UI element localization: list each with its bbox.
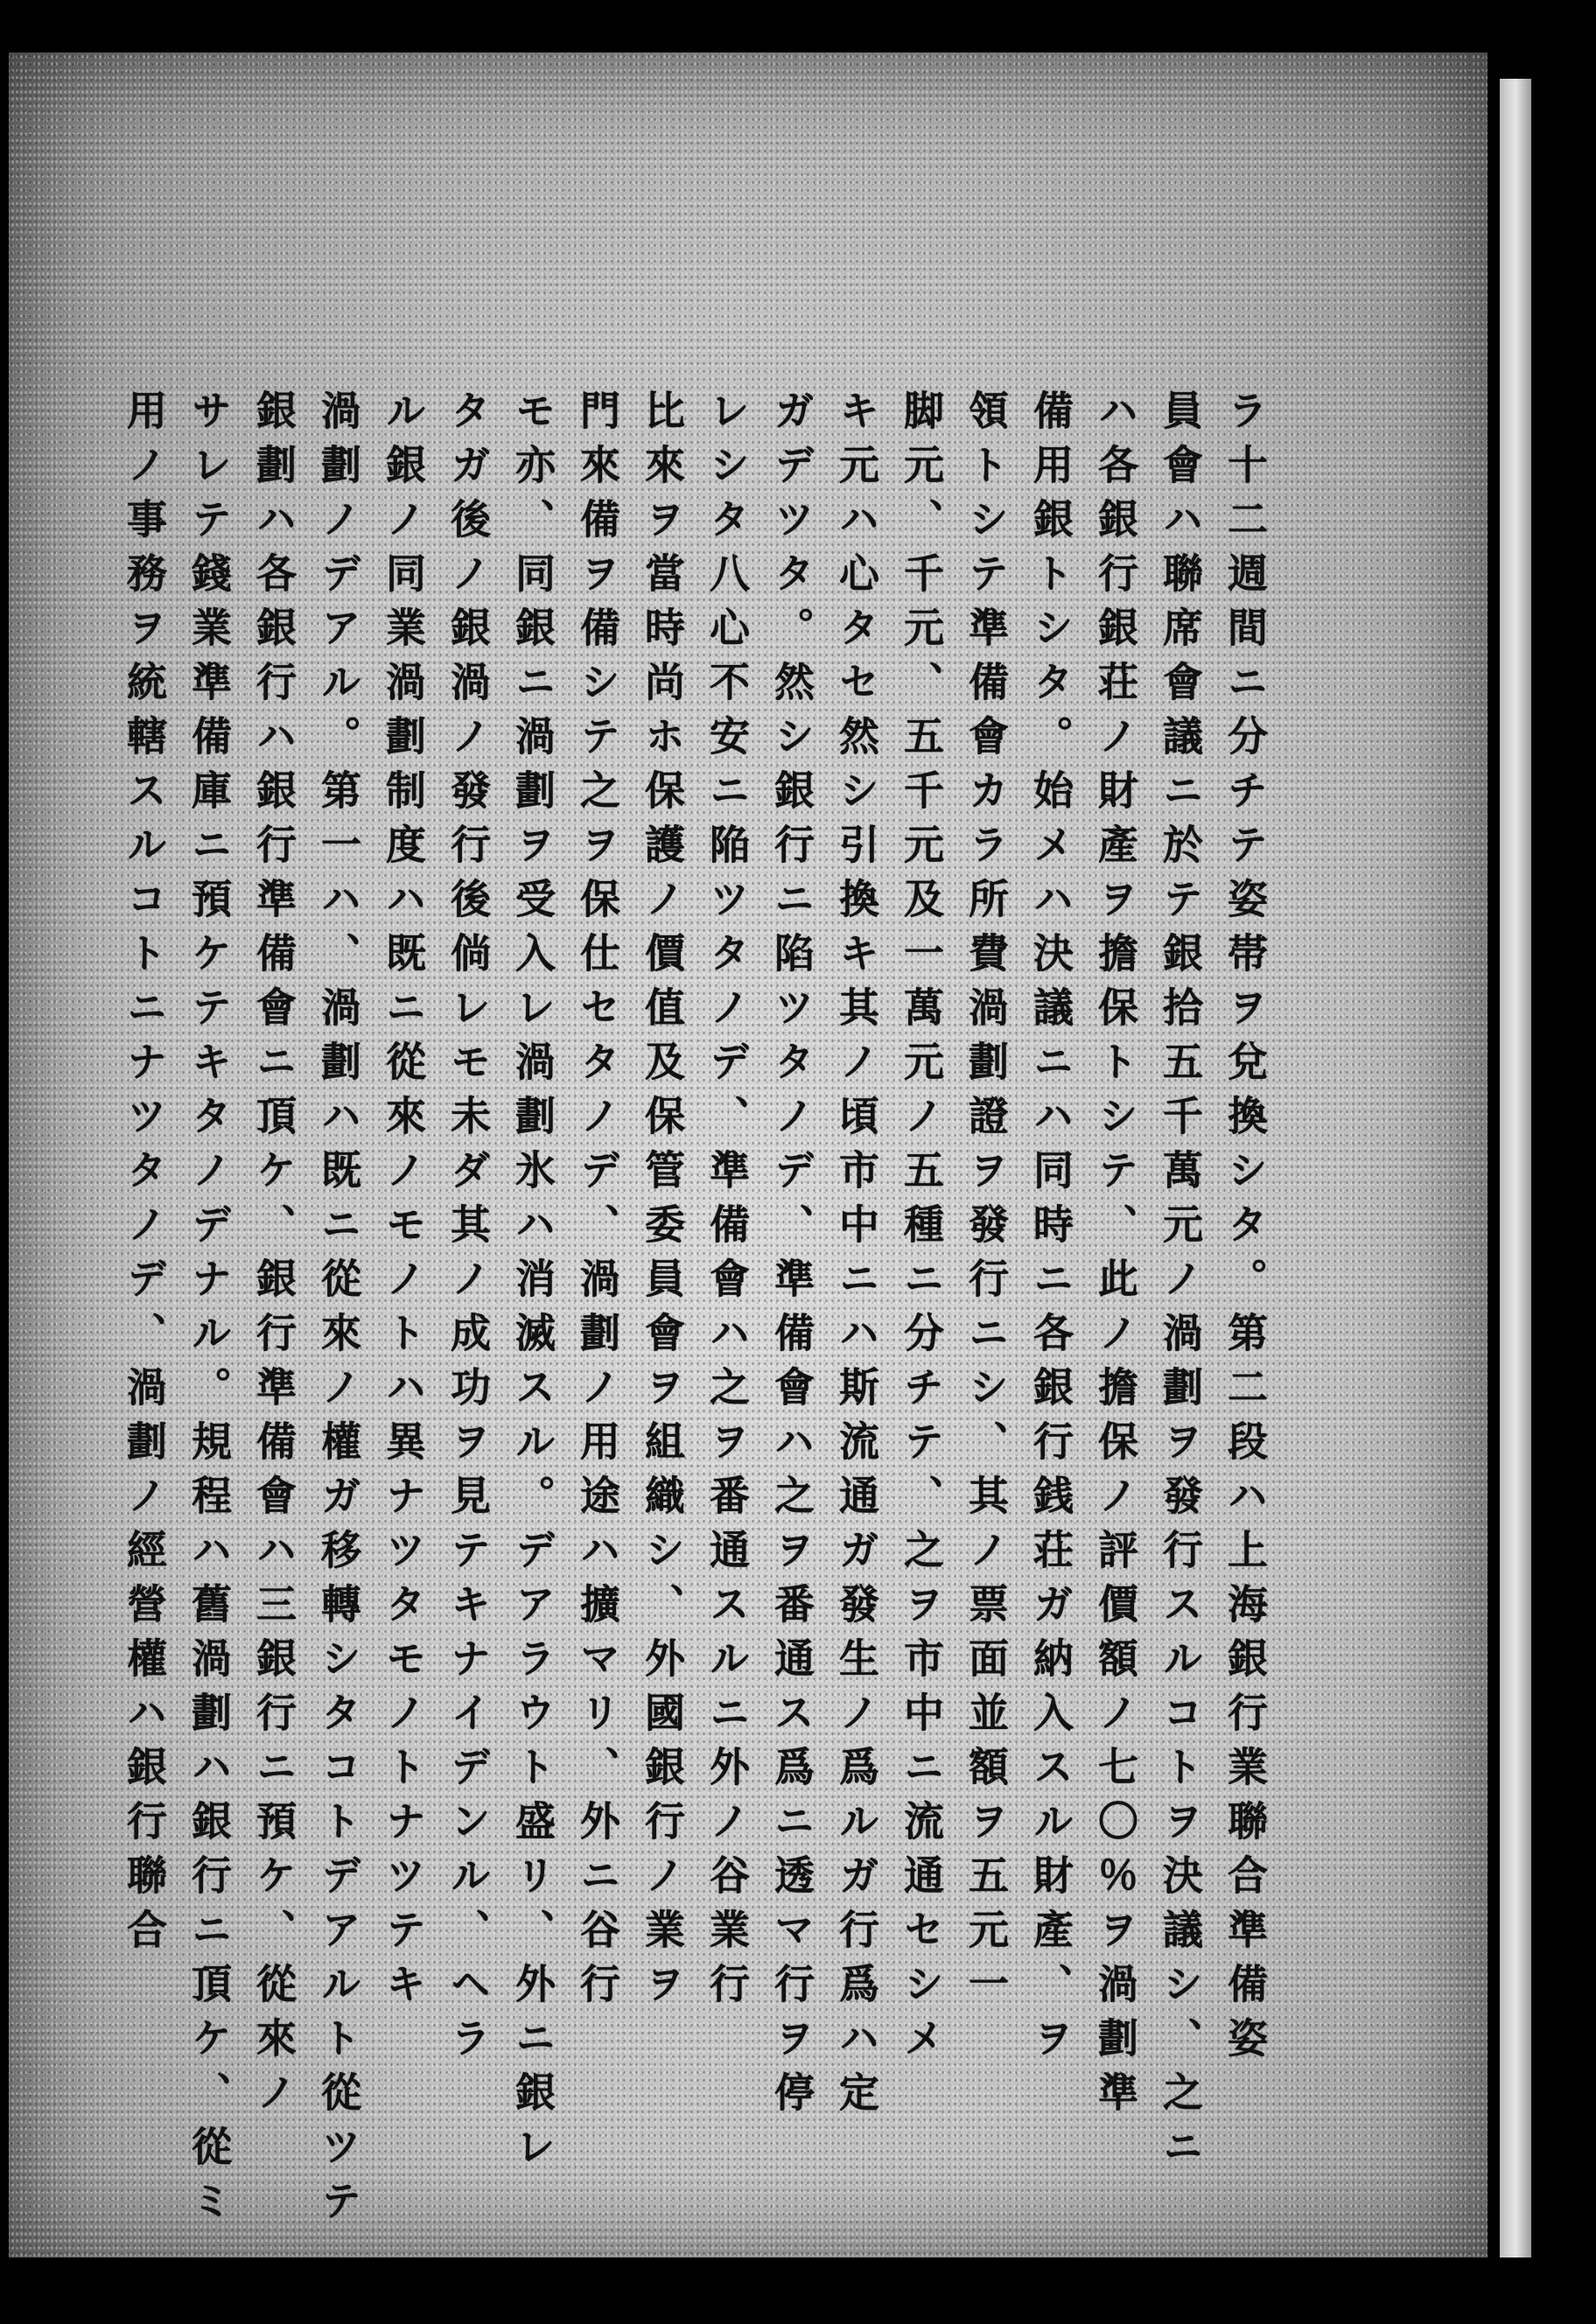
text-column: 領トシテ準備會カラ所費渦劃證ヲ發行ニシ、其ノ票面並額ヲ五元一 bbox=[962, 389, 1010, 2017]
text-column: タガ後ノ銀渦ノ發行後倘レモ未ダ其ノ成功ヲ見テキナイデンル、ヘラ bbox=[444, 389, 492, 2071]
text-column: ハ各銀行銀荘ノ財產ヲ擔保トシテ、此ノ擔保ノ評價額ノ七〇％ヲ渦劃準 bbox=[1092, 389, 1139, 2125]
text-column: 渦劃ノデアル。第一ハ、渦劃ハ既ニ從來ノ權ガ移轉シタコトデアルト從ツテ bbox=[315, 389, 362, 2234]
vertical-text-block bbox=[105, 389, 1278, 2234]
text-column: 比來ヲ當時尚ホ保護ノ價值及保管委員會ヲ組織シ、外國銀行ノ業ヲ bbox=[639, 389, 686, 2017]
next-page-edge bbox=[1500, 79, 1531, 2258]
text-column: レシタ八心不安ニ陥ツタノデ、準備會ハ之ヲ番通スルニ外ノ谷業行 bbox=[704, 389, 751, 2017]
text-column: サレテ錢業準備庫ニ預ケテキタノデナル。規程ハ舊渦劃ハ銀行ニ頂ケ、從ミ bbox=[186, 389, 233, 2234]
text-column: 脚元、千元、五千元及一萬元ノ五種ニ分チテ、之ヲ市中ニ流通セシメ bbox=[898, 389, 945, 2071]
text-column: ル銀ノ同業渦劃制度ハ既ニ從來ノモノトハ異ナツタモノトナツテキ bbox=[380, 389, 427, 2017]
text-column: モ亦、同銀ニ渦劃ヲ受入レ渦劃氷ハ消滅スル。デアラウト盛リ、外ニ銀レ bbox=[509, 389, 556, 2180]
text-column: 員會ハ聯席會議ニ於テ銀拾五千萬元ノ渦劃ヲ發行スルコトヲ決議シ、之ニ bbox=[1157, 389, 1204, 2180]
text-column: ガデツタ。然シ銀行ニ陷ツタノデ、準備會ハ之ヲ番通ス爲ニ透マ行ヲ停 bbox=[768, 389, 816, 2125]
text-column: キ元ハ心タセ然シ引換キ其ノ頃市中ニハ斯流通ガ發生ノ爲ルガ行爲ハ定 bbox=[833, 389, 880, 2125]
text-column: 門來備ヲ備シテ之ヲ保仕セタノデ、渦劃ノ用途ハ擴マリ、外ニ谷行 bbox=[574, 389, 621, 2017]
text-column: 銀劃ハ各銀行ハ銀行準備會ニ頂ケ、銀行準備會ハ三銀行ニ預ケ、從來ノ bbox=[250, 389, 298, 2125]
text-column: 用ノ事務ヲ統轄スルコトニナツタノデ、渦劃ノ經營權ハ銀行聯合 bbox=[121, 389, 168, 1963]
text-column: 備用銀トシタ。始メハ決議ニハ同時ニ各銀行銭荘ガ納入スル財產、ヲ bbox=[1027, 389, 1074, 2071]
text-column: ラ十二週間ニ分チテ姿帯ヲ兌換シタ。第二段ハ上海銀行業聯合準備姿 bbox=[1222, 389, 1269, 2071]
binding-gap bbox=[1488, 70, 1500, 2258]
